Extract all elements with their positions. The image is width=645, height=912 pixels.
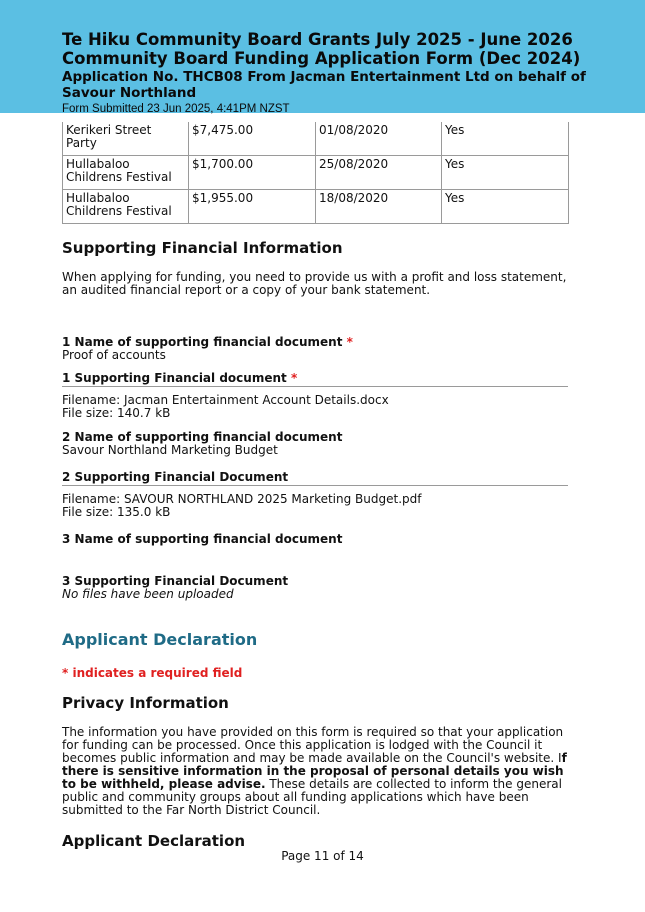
previous-grants-table bbox=[62, 122, 569, 224]
event-cell: Hullabaloo Childrens Festival bbox=[63, 190, 189, 224]
q1-document-label: 1 Supporting Financial document * bbox=[62, 372, 568, 387]
q3-name-field bbox=[62, 533, 568, 546]
date-cell: 18/08/2020 bbox=[316, 190, 442, 224]
q3-document-label: 3 Supporting Financial Document bbox=[62, 574, 289, 588]
status-cell: Yes bbox=[442, 190, 569, 224]
supporting-financial-intro: When applying for funding, you need to provide us with a profit and loss statement, an audited financial report or a copy of your bank statement. bbox=[62, 270, 567, 297]
amount-cell: $7,475.00 bbox=[189, 122, 316, 156]
privacy-information-heading: Privacy Information bbox=[62, 694, 229, 712]
q2-name-field bbox=[62, 431, 568, 457]
q1-document-field bbox=[62, 372, 568, 420]
q1-name-value: Proof of accounts bbox=[62, 348, 166, 362]
required-asterisk: * bbox=[346, 335, 353, 349]
amount-cell: $1,955.00 bbox=[189, 190, 316, 224]
form-title-line1: Te Hiku Community Board Grants July 2025 - June 2026 bbox=[62, 30, 573, 49]
q2-filename: Filename: SAVOUR NORTHLAND 2025 Marketing Budget.pdf bbox=[62, 492, 422, 506]
event-cell: Kerikeri Street Party bbox=[63, 122, 189, 156]
q1-filesize: File size: 140.7 kB bbox=[62, 406, 171, 420]
table-row bbox=[63, 156, 569, 190]
table-row bbox=[63, 122, 569, 156]
status-cell: Yes bbox=[442, 122, 569, 156]
q1-name-field bbox=[62, 336, 568, 362]
amount-cell: $1,700.00 bbox=[189, 156, 316, 190]
application-number: Application No. THCB08 From Jacman Entertainment Ltd on behalf of Savour Northland bbox=[62, 69, 586, 101]
supporting-financial-heading: Supporting Financial Information bbox=[62, 239, 343, 257]
event-cell: Hullabaloo Childrens Festival bbox=[63, 156, 189, 190]
applicant-declaration-heading: Applicant Declaration bbox=[62, 630, 258, 649]
q1-filename: Filename: Jacman Entertainment Account Details.docx bbox=[62, 393, 389, 407]
q1-name-label: 1 Name of supporting financial document * bbox=[62, 335, 353, 349]
privacy-information-text: The information you have provided on this form is required so that your application for funding can be processed. Once this application is lodged with the Council it becomes public information and may be made available on the Council's website. If there is sensitive information in the proposal of personal details you wish to be withheld, please advise. These details are collected to inform the general public and community groups about all funding applications which have been submitted to the Far North District Council. bbox=[62, 725, 567, 817]
date-cell: 25/08/2020 bbox=[316, 156, 442, 190]
table-row bbox=[63, 190, 569, 224]
q3-no-files: No files have been uploaded bbox=[62, 587, 234, 601]
date-cell: 01/08/2020 bbox=[316, 122, 442, 156]
page-content bbox=[62, 122, 568, 850]
applicant-declaration-subheading: Applicant Declaration bbox=[62, 832, 246, 850]
q2-name-value: Savour Northland Marketing Budget bbox=[62, 443, 278, 457]
submitted-timestamp: Form Submitted 23 Jun 2025, 4:41PM NZST bbox=[62, 103, 290, 115]
page-header bbox=[0, 0, 645, 113]
page-number: Page 11 of 14 bbox=[281, 849, 364, 863]
required-field-note: * indicates a required field bbox=[62, 666, 243, 680]
required-asterisk: * bbox=[290, 371, 298, 385]
q3-name-label: 3 Name of supporting financial document bbox=[62, 532, 343, 546]
q2-name-label: 2 Name of supporting financial document bbox=[62, 430, 343, 444]
q2-filesize: File size: 135.0 kB bbox=[62, 505, 171, 519]
q2-document-field bbox=[62, 471, 568, 519]
q2-document-label: 2 Supporting Financial Document bbox=[62, 471, 568, 486]
q3-document-field bbox=[62, 575, 568, 601]
status-cell: Yes bbox=[442, 156, 569, 190]
form-title-line2: Community Board Funding Application Form (Dec 2024) bbox=[62, 49, 581, 68]
